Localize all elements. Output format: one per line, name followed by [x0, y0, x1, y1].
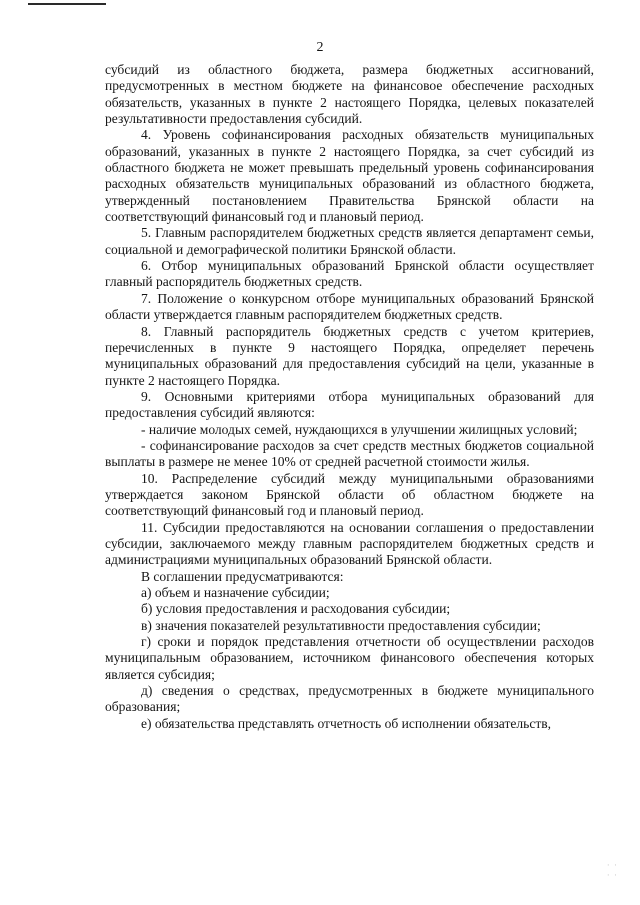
- agreement-item-d: д) сведения о средствах, предусмотренных в бюджете муниципального образования;: [105, 683, 594, 715]
- paragraph-item-9: 9. Основными критериями отбора муниципальных образований для предоставления субсидий являются:: [105, 388, 594, 421]
- criterion-cofinancing: - софинансирование расходов за счет средств местных бюджетов социальной выплаты в размере не менее 10% от средней расчетной стоимости жилья.: [105, 437, 594, 470]
- agreement-item-g: г) сроки и порядок представления отчетности об осуществлении расходов муниципальным образованием, источником финансового обеспечения которых является субсидия;: [105, 634, 594, 682]
- top-rule: [28, 3, 106, 5]
- paragraph-item-6: 6. Отбор муниципальных образований Брянской области осуществляет главный распорядитель бюджетных средств.: [105, 258, 594, 290]
- scan-artifact: · · · ·: [606, 860, 618, 880]
- agreement-item-b: б) условия предоставления и расходования субсидии;: [141, 601, 451, 617]
- paragraph-item-7: 7. Положение о конкурсном отборе муниципальных образований Брянской области утверждается главным распорядителем бюджетных средств.: [105, 290, 594, 323]
- agreement-intro: В соглашении предусматриваются:: [141, 568, 344, 584]
- document-body: [105, 62, 594, 732]
- paragraph-item-5: 5. Главным распорядителем бюджетных средств является департамент семьи, социальной и демографической политики Брянской области.: [105, 225, 594, 257]
- agreement-item-e: е) обязательства представлять отчетность об исполнении обязательств,: [141, 715, 552, 731]
- paragraph-item-10: 10. Распределение субсидий между муниципальными образованиями утверждается законом Брянской области об областном бюджете на соответствующий финансовый год и плановый период.: [105, 470, 594, 519]
- agreement-item-v: в) значения показателей результативности предоставления субсидии;: [141, 617, 541, 633]
- paragraph-item-11: 11. Субсидии предоставляются на основании соглашения о предоставлении субсидии, заключаемого между главным распорядителем бюджетных средств и администрациями муниципальных образований Брянской области.: [105, 519, 594, 568]
- page-number: 2: [316, 40, 324, 55]
- paragraph-item-4: 4. Уровень софинансирования расходных обязательств муниципальных образований, указанных в пункте 2 настоящего Порядка, за счет субсидий из областного бюджета не может превышать предельный уровень софинансирования расходных обязательств муниципальных образований из областного бюджета, утвержденный постановлением Правительства Брянской области на соответствующий финансовый год и плановый период.: [105, 127, 594, 225]
- paragraph-continuation: субсидий из областного бюджета, размера бюджетных ассигнований, предусмотренных в местном бюджете на финансовое обеспечение расходных обязательств, указанных в пункте 2 настоящего Порядка, целевых показателей результативности предоставления субсидий.: [105, 62, 594, 127]
- paragraph-item-8: 8. Главный распорядитель бюджетных средств с учетом критериев, перечисленных в пункте 9 настоящего Порядка, определяет перечень муниципальных образований для предоставления субсидий на цели, указанные в пункте 2 настоящего Порядка.: [105, 323, 594, 388]
- agreement-item-a: а) объем и назначение субсидии;: [141, 585, 330, 600]
- criterion-young-families: - наличие молодых семей, нуждающихся в улучшении жилищных условий;: [141, 421, 578, 437]
